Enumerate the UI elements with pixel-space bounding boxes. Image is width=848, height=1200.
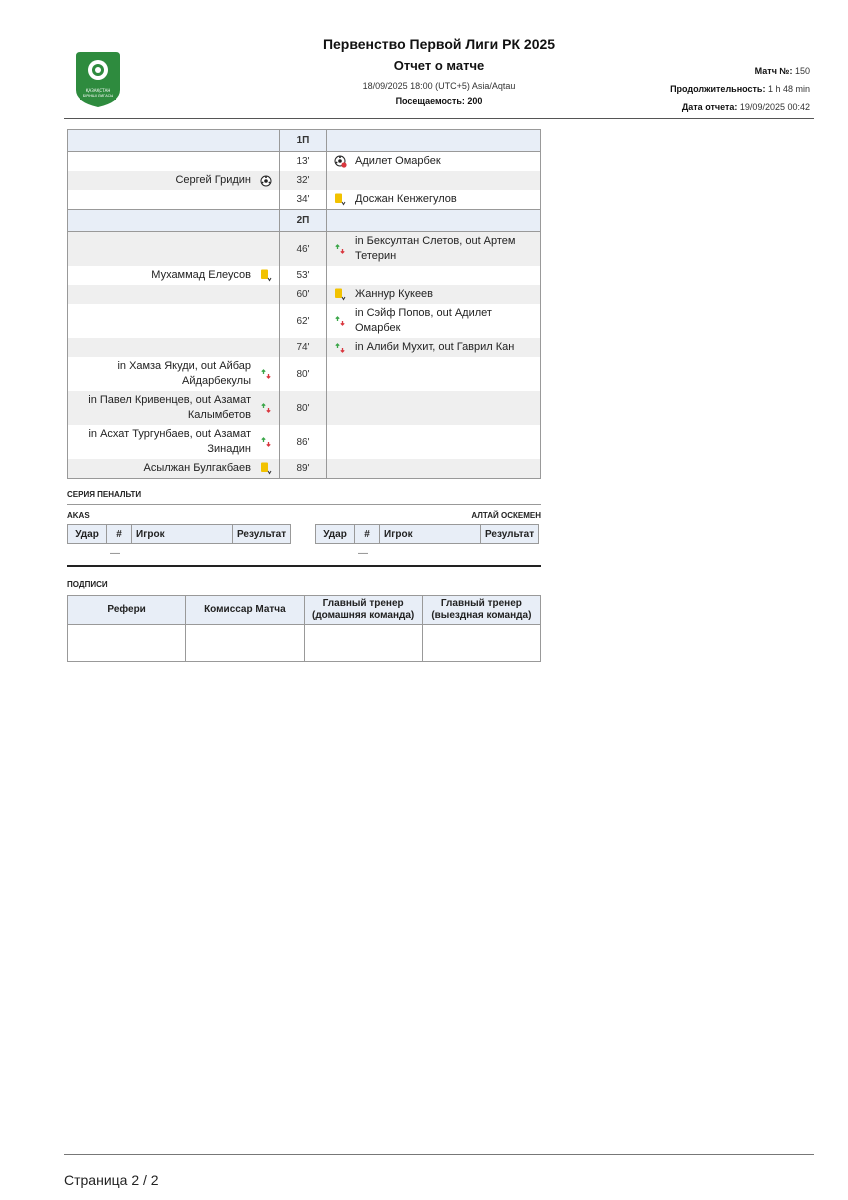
sig-commissioner: Комиссар Матча xyxy=(186,596,304,625)
period-label: 1П xyxy=(280,130,327,152)
event-row xyxy=(68,304,541,338)
substitution-icon xyxy=(333,314,347,328)
away-event xyxy=(327,171,541,190)
sig-coach-away: Главный тренер (выездная команда) xyxy=(422,596,540,625)
goal-icon xyxy=(259,174,273,188)
event-row xyxy=(68,171,541,190)
substitution-icon xyxy=(259,367,273,381)
event-row xyxy=(68,391,541,425)
substitution-icon xyxy=(259,401,273,415)
home-event xyxy=(68,285,280,304)
event-row xyxy=(68,357,541,391)
event-row xyxy=(68,190,541,210)
pen-col-result: Результат xyxy=(233,525,291,544)
event-row xyxy=(68,152,541,172)
attendance-label: Посещаемость: xyxy=(395,96,465,106)
page-number: Страница 2 / 2 xyxy=(64,1172,159,1188)
event-minute: 13' xyxy=(280,152,327,172)
away-event xyxy=(327,304,541,338)
match-number: Матч №: 150 xyxy=(754,66,810,76)
substitution-icon xyxy=(333,341,347,355)
pen-col-shot: Удар xyxy=(68,525,107,544)
event-minute: 80' xyxy=(280,357,327,391)
home-event xyxy=(68,232,280,267)
events-table xyxy=(67,129,541,479)
signatures-table xyxy=(67,595,541,662)
sig-coach-home: Главный тренер (домашняя команда) xyxy=(304,596,422,625)
event-player: Асылжан Булгакбаев xyxy=(143,462,251,474)
event-row xyxy=(68,285,541,304)
home-event xyxy=(68,190,280,210)
home-event xyxy=(68,357,280,391)
period-row xyxy=(68,210,541,232)
home-event xyxy=(68,171,280,190)
substitution-icon xyxy=(333,242,347,256)
sig-box-coach-away xyxy=(422,625,540,662)
own-goal-icon xyxy=(333,155,347,169)
sig-box-commissioner xyxy=(186,625,304,662)
event-player: Жаннур Кукеев xyxy=(355,288,434,300)
event-row xyxy=(68,232,541,267)
event-minute: 32' xyxy=(280,171,327,190)
pen-col-number: # xyxy=(107,525,132,544)
event-player: in Асхат Тургунбаев, out Азамат Зинадин xyxy=(88,428,251,455)
sig-referee: Рефери xyxy=(68,596,186,625)
home-event xyxy=(68,459,280,479)
signatures-section-label: ПОДПИСИ xyxy=(67,580,108,589)
yellow-card-icon xyxy=(259,269,273,283)
match-duration: Продолжительность: 1 h 48 min xyxy=(670,84,810,94)
event-player: Мухаммад Елеусов xyxy=(151,269,251,281)
event-minute: 80' xyxy=(280,391,327,425)
event-row xyxy=(68,266,541,285)
event-minute: 34' xyxy=(280,190,327,210)
penalty-away-empty: — xyxy=(358,548,368,559)
event-player: in Павел Кривенцев, out Азамат Калымбетов xyxy=(88,394,251,421)
away-event xyxy=(327,232,541,267)
event-minute: 53' xyxy=(280,266,327,285)
period-label: 2П xyxy=(280,210,327,232)
penalty-end-divider xyxy=(67,565,541,567)
pen-col-shot: Удар xyxy=(316,525,355,544)
yellow-card-icon xyxy=(333,288,347,302)
event-minute: 60' xyxy=(280,285,327,304)
away-event xyxy=(327,266,541,285)
pen-col-result: Результат xyxy=(481,525,539,544)
pen-col-player: Игрок xyxy=(380,525,481,544)
event-player: in Бексултан Слетов, out Артем Тетерин xyxy=(355,235,516,262)
away-event xyxy=(327,459,541,479)
home-event xyxy=(68,304,280,338)
event-player: in Сэйф Попов, out Адилет Омарбек xyxy=(355,307,492,334)
pen-col-number: # xyxy=(355,525,380,544)
home-event xyxy=(68,338,280,357)
home-event xyxy=(68,391,280,425)
logo-text-1: ҚАЗАҚСТАН xyxy=(85,88,111,93)
match-datetime: 18/09/2025 18:00 (UTC+5) Asia/Aqtau xyxy=(362,81,516,91)
away-event xyxy=(327,285,541,304)
period-row xyxy=(68,130,541,152)
home-event xyxy=(68,266,280,285)
event-player: in Хамза Якуди, out Айбар Айдарбекулы xyxy=(117,360,251,387)
penalty-home-empty: — xyxy=(110,548,120,559)
footer-divider xyxy=(64,1154,814,1155)
event-minute: 74' xyxy=(280,338,327,357)
penalty-table-home xyxy=(67,524,291,544)
sig-box-coach-home xyxy=(304,625,422,662)
home-event xyxy=(68,152,280,172)
penalty-section-label: СЕРИЯ ПЕНАЛЬТИ xyxy=(67,490,142,499)
event-player: Досжан Кенжегулов xyxy=(355,193,457,205)
penalty-away-team: АЛТАЙ ОСКЕМЕН xyxy=(471,511,541,520)
sig-box-referee xyxy=(68,625,186,662)
event-row xyxy=(68,459,541,479)
event-minute: 46' xyxy=(280,232,327,267)
match-meta xyxy=(670,62,810,116)
away-event xyxy=(327,338,541,357)
event-minute: 89' xyxy=(280,459,327,479)
logo-text-2: БІРІНШІ ЛИГАСЫ xyxy=(82,94,114,98)
report-header xyxy=(64,30,814,119)
away-event xyxy=(327,425,541,459)
away-event xyxy=(327,190,541,210)
event-minute: 62' xyxy=(280,304,327,338)
yellow-card-icon xyxy=(333,193,347,207)
event-player: Сергей Гридин xyxy=(175,174,251,186)
penalty-home-team: AKAS xyxy=(67,511,90,520)
report-date: Дата отчета: 19/09/2025 00:42 xyxy=(681,102,810,112)
event-minute: 86' xyxy=(280,425,327,459)
yellow-card-icon xyxy=(259,462,273,476)
tournament-title: Первенство Первой Лиги РК 2025 xyxy=(322,36,556,52)
pen-col-player: Игрок xyxy=(132,525,233,544)
home-event xyxy=(68,425,280,459)
event-row xyxy=(68,338,541,357)
substitution-icon xyxy=(259,435,273,449)
away-event xyxy=(327,152,541,172)
away-event xyxy=(327,391,541,425)
event-player: Адилет Омарбек xyxy=(355,155,441,167)
event-row xyxy=(68,425,541,459)
event-player: in Алиби Мухит, out Гаврил Кан xyxy=(355,341,515,353)
attendance-value: 200 xyxy=(467,96,483,106)
penalty-divider xyxy=(67,504,541,505)
penalty-table-away xyxy=(315,524,539,544)
report-subtitle: Отчет о матче xyxy=(393,58,485,73)
away-event xyxy=(327,357,541,391)
